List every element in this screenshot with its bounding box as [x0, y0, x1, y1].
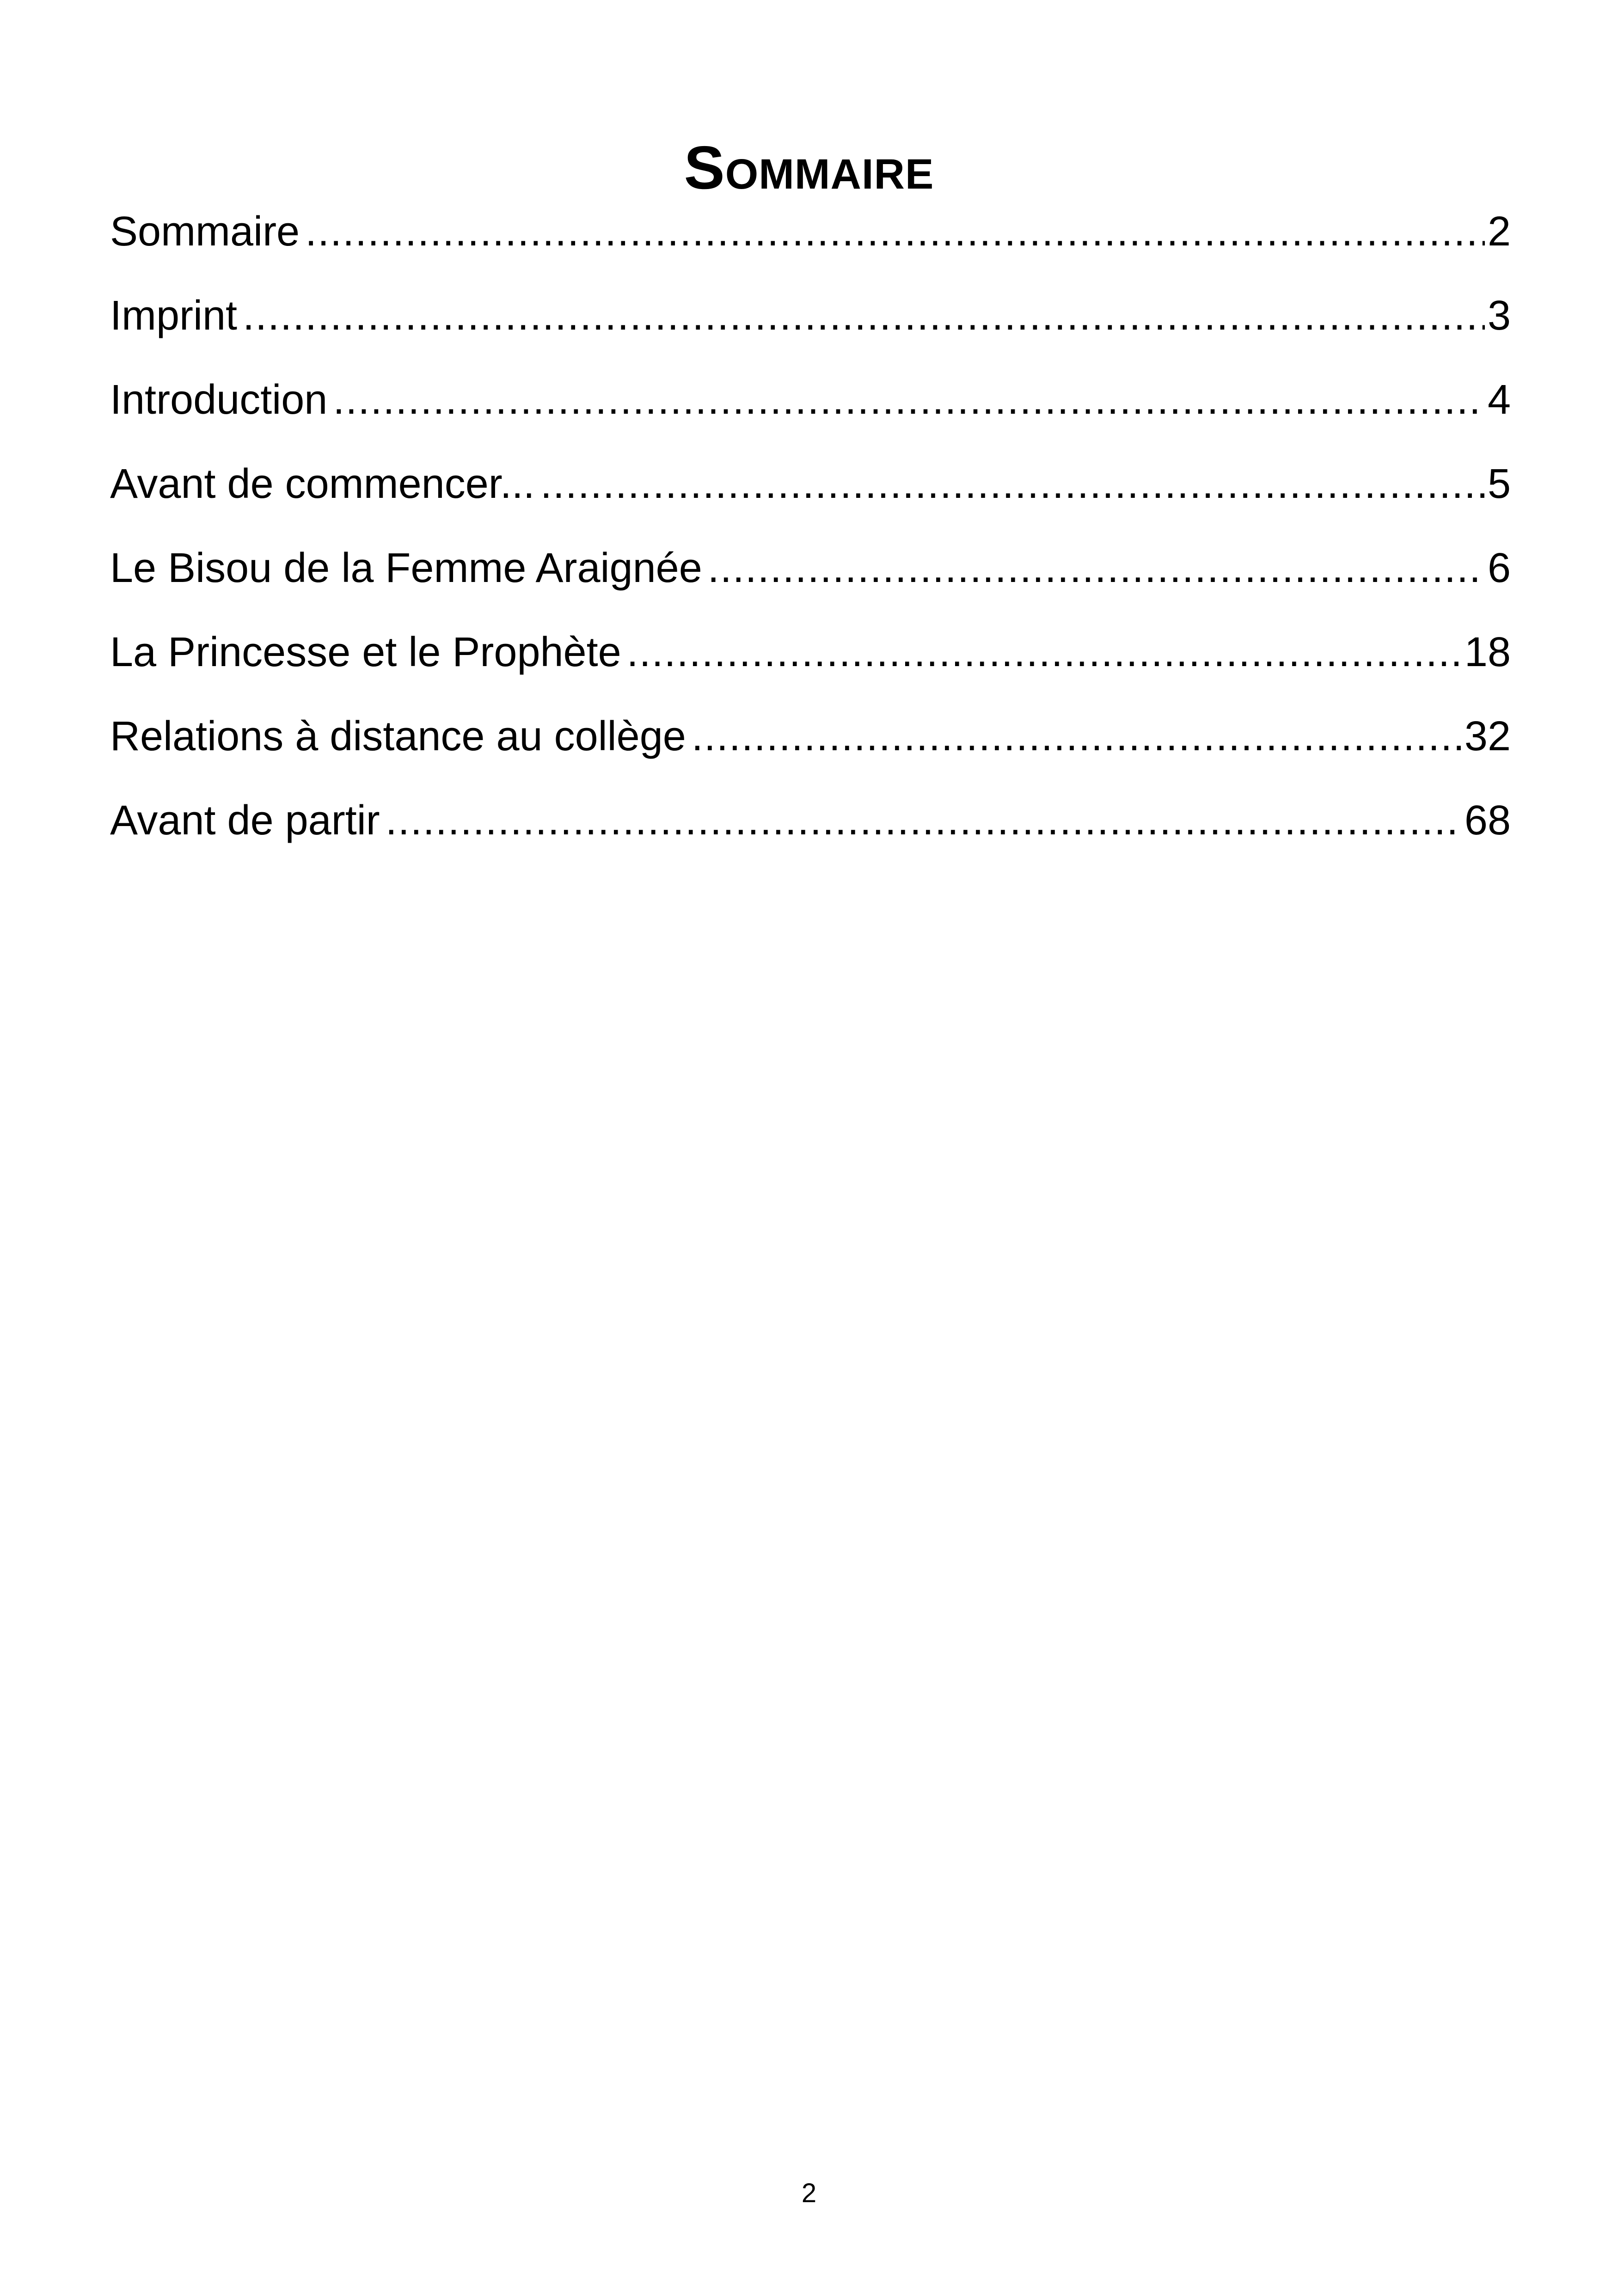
toc-entry[interactable] — [110, 358, 1511, 442]
toc-entry-page: 4 — [1487, 377, 1511, 423]
toc-entry[interactable] — [110, 190, 1511, 274]
toc-entry-label: Relations à distance au collège — [110, 713, 686, 759]
toc-entry-page: 68 — [1464, 797, 1511, 844]
toc-entry-label: Avant de partir — [110, 797, 380, 844]
toc-entry-label: Imprint — [110, 293, 238, 339]
toc-entry-page: 2 — [1487, 208, 1511, 255]
toc-dot-leader — [708, 526, 1485, 610]
toc-entry-label: Sommaire — [110, 208, 300, 255]
toc-dot-leader — [305, 190, 1485, 274]
toc-dot-leader — [540, 442, 1485, 526]
toc-entry-page: 5 — [1487, 461, 1511, 507]
toc-dot-leader — [333, 358, 1485, 442]
page-number: 2 — [801, 2178, 817, 2208]
toc-entry[interactable] — [110, 778, 1511, 863]
toc-dot-leader — [627, 610, 1462, 694]
toc-entry[interactable] — [110, 610, 1511, 694]
toc-entry-page: 32 — [1464, 713, 1511, 759]
toc-entry-label: Le Bisou de la Femme Araignée — [110, 545, 702, 591]
toc-dot-leader — [243, 274, 1485, 358]
toc-entry[interactable] — [110, 694, 1511, 778]
toc-entry-page: 18 — [1464, 629, 1511, 675]
toc-entry-page: 6 — [1487, 545, 1511, 591]
toc-dot-leader — [692, 694, 1462, 778]
toc-entry-label: Introduction — [110, 377, 328, 423]
toc-entry-page: 3 — [1487, 293, 1511, 339]
toc-dot-leader — [386, 778, 1462, 863]
toc-entry-label: La Princesse et le Prophète — [110, 629, 621, 675]
toc-title: Sommaire — [684, 134, 934, 202]
toc-entry[interactable] — [110, 442, 1511, 526]
toc-entry[interactable] — [110, 274, 1511, 358]
toc-entry[interactable] — [110, 526, 1511, 610]
table-of-contents — [110, 190, 1511, 863]
toc-entry-label: Avant de commencer... — [110, 461, 535, 507]
